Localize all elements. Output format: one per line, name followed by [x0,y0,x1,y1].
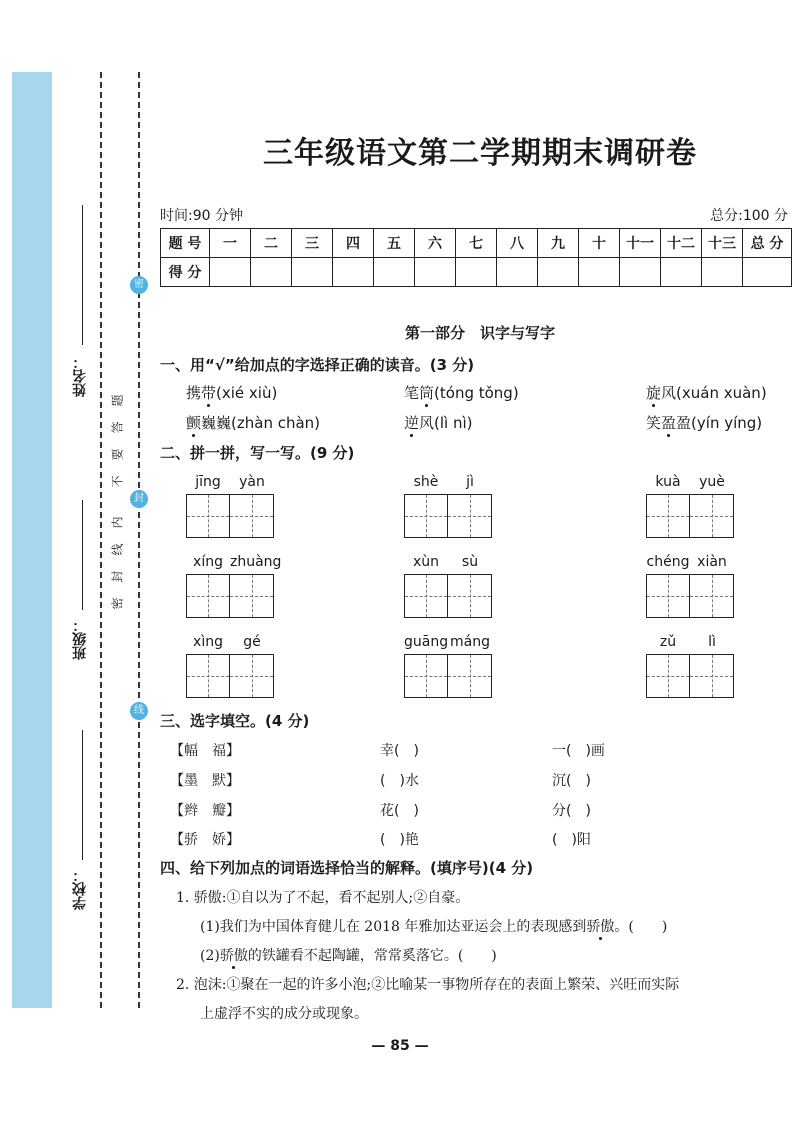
q4-word2-definition: 2. 泡沫:①聚在一起的许多小泡;②比喻某一事物所存在的表面上繁荣、兴旺而实际 [176,977,680,993]
school-label: 学校： [72,868,88,910]
q3-blank[interactable]: ( )阳 [552,832,591,848]
q4-sentence1-text: (1)我们为中国体育健儿在 2018 年雅加达亚运会上的表现感到 [200,919,587,935]
q1-item[interactable] [186,382,277,403]
pinyin-group [646,634,734,698]
score-input-cell[interactable] [251,258,292,287]
score-table-score-row [161,258,792,287]
score-input-cell[interactable] [620,258,661,287]
q3-blank[interactable]: ( )艳 [380,832,419,848]
score-cell: 四 [333,229,374,258]
exam-total-score: 总分:100 分 [710,208,788,224]
score-cell: 十二 [661,229,702,258]
writing-grid-cell[interactable] [186,574,230,618]
q3-heading: 三、选字填空。(4 分) [160,712,310,730]
name-label: 姓名： [72,355,88,397]
dotted-char: 逆 [404,414,420,432]
q3-char-pair: 【幅 福】 [170,743,240,759]
score-cell: 三 [292,229,333,258]
q4-sentence2-num: (2) [200,948,220,964]
pinyin-b: yuè [699,474,725,490]
writing-grid-cell[interactable] [690,654,734,698]
score-input-cell[interactable] [579,258,620,287]
warning-char: 内 [110,516,125,529]
pinyin-a: zǔ [659,634,677,650]
writing-grid-cell[interactable] [448,494,492,538]
warning-char: 封 [110,570,125,583]
q3-char-pair: 【墨 默】 [170,773,240,789]
q4-word2-definition-cont: 上虚浮不实的成分或现象。 [200,1006,368,1022]
score-input-cell[interactable] [210,258,251,287]
dotted-char: 筒 [419,384,435,402]
writing-grid-cell[interactable] [230,494,274,538]
q1-item[interactable] [186,412,320,433]
score-cell: 六 [415,229,456,258]
score-cell: 总 分 [743,229,792,258]
q3-blank[interactable]: 沉( ) [552,773,591,789]
pinyin-group [646,554,734,618]
part1-title: 第一部分 识字与写字 [404,324,555,342]
binding-dashed-line-outer [100,72,102,1008]
q1-item-options: (lì nì) [434,414,473,432]
pinyin-group [186,634,274,698]
pinyin-b: lì [708,634,716,650]
pinyin-a: kuà [655,474,681,490]
pinyin-b: gé [243,634,261,650]
score-cell: 题 号 [161,229,210,258]
pinyin-a: guāng [404,634,449,650]
score-row-label: 得 分 [161,258,210,287]
writing-grid-cell[interactable] [646,654,690,698]
score-table-header-row [161,229,792,258]
dotted-char: 旋 [646,384,662,402]
warning-char: 线 [110,543,125,556]
q1-item-options: (yín yíng) [691,414,763,432]
q4-sentence1-answer: 。( ) [614,919,668,935]
q1-item-pre: 笔 [404,384,420,402]
school-underline [82,730,83,860]
pinyin-b: sù [461,554,479,570]
q1-item[interactable] [404,412,473,433]
q1-item-options: (xié xiù) [216,384,278,402]
warning-char: 题 [110,394,125,407]
writing-grid-cell[interactable] [448,654,492,698]
q3-blank[interactable]: 幸( ) [380,743,419,759]
pinyin-b: xiàn [697,554,727,570]
q4-word1-definition: 1. 骄傲:①自以为了不起，看不起别人;②自豪。 [176,890,470,906]
q2-heading: 二、拼一拼，写一写。(9 分) [160,444,355,462]
writing-grid-cell[interactable] [690,574,734,618]
score-cell: 八 [497,229,538,258]
q1-item-pre: 携 [186,384,202,402]
page-title: 三年级语文第二学期期末调研卷 [263,136,697,171]
warning-char: 不 [110,475,125,488]
q1-item-options: (zhàn chàn) [231,414,321,432]
q1-item[interactable] [646,382,767,403]
q4-sentence2-text: 的铁罐看不起陶罐，常常奚落它。( ) [247,948,497,964]
pinyin-group [186,474,274,538]
q3-char-pair: 【骄 娇】 [170,832,240,848]
writing-grid-cell[interactable] [690,494,734,538]
q1-item-post: 风 [419,414,435,432]
score-input-cell[interactable] [497,258,538,287]
seal-circle-mi: 密 [130,276,148,294]
writing-grid-cell[interactable] [186,654,230,698]
writing-grid-cell[interactable] [404,574,448,618]
q1-item[interactable] [404,382,519,403]
pinyin-a: chéng [646,554,690,570]
pinyin-group [404,554,492,618]
warning-char: 密 [110,597,125,610]
writing-grid-cell[interactable] [448,574,492,618]
q3-blank[interactable]: ( )水 [380,773,419,789]
pinyin-group [186,554,282,618]
q3-blank[interactable]: 一( )画 [552,743,605,759]
q1-item-post: 风 [661,384,677,402]
pinyin-group [646,474,734,538]
q4-sentence2[interactable] [200,945,497,965]
writing-grid-cell[interactable] [230,654,274,698]
score-input-cell[interactable] [743,258,792,287]
q3-char-pair: 【辫 瓣】 [170,803,240,819]
exam-time: 时间:90 分钟 [160,208,243,224]
writing-grid-cell[interactable] [230,574,274,618]
warning-char: 要 [110,448,125,461]
q1-heading: 一、用“√”给加点的字选择正确的读音。(3 分) [160,356,475,374]
warning-char: 答 [110,421,125,434]
pinyin-a: xìng [193,634,223,650]
score-cell: 九 [538,229,579,258]
q3-blank[interactable]: 花( ) [380,803,419,819]
page-number: — 85 — [371,1038,429,1054]
pinyin-group [404,634,492,698]
score-input-cell[interactable] [415,258,456,287]
score-input-cell[interactable] [538,258,579,287]
pinyin-b: zhuàng [230,554,282,570]
score-input-cell[interactable] [456,258,497,287]
pinyin-a: xùn [412,554,440,570]
dotted-char: 颤 [186,414,202,432]
name-underline [82,205,83,345]
pinyin-a: jīng [195,474,221,490]
score-cell: 一 [210,229,251,258]
pinyin-b: jì [466,474,474,490]
seal-circle-feng: 封 [130,490,148,508]
pinyin-a: xíng [193,554,223,570]
score-cell: 十 [579,229,620,258]
dotted-word: 骄傲 [586,919,615,935]
binding-dashed-line-inner [138,72,140,1008]
class-label: 班级： [72,618,88,660]
score-table [160,228,792,287]
score-input-cell[interactable] [333,258,374,287]
pinyin-b: máng [450,634,490,650]
writing-grid-cell[interactable] [646,574,690,618]
q1-item-post: 盈 [676,414,692,432]
score-input-cell[interactable] [292,258,333,287]
dotted-word: 骄傲 [219,948,248,964]
score-input-cell[interactable] [702,258,743,287]
q1-item-options: (tóng tǒng) [434,384,519,402]
dotted-char: 带 [201,384,217,402]
pinyin-b: yàn [239,474,265,490]
q1-item-pre: 笑 [646,414,662,432]
q4-sentence1[interactable] [200,916,667,936]
q1-item[interactable] [646,412,762,433]
q1-item-post: 巍巍 [201,414,232,432]
class-underline [82,500,83,610]
score-input-cell[interactable] [374,258,415,287]
binding-strip [12,72,52,1008]
writing-grid-cell[interactable] [404,494,448,538]
score-cell: 七 [456,229,497,258]
writing-grid-cell[interactable] [404,654,448,698]
pinyin-a: shè [413,474,439,490]
dotted-char: 盈 [661,414,677,432]
score-cell: 五 [374,229,415,258]
score-cell: 十一 [620,229,661,258]
score-cell: 十三 [702,229,743,258]
writing-grid-cell[interactable] [646,494,690,538]
pinyin-group [404,474,492,538]
writing-grid-cell[interactable] [186,494,230,538]
q4-heading: 四、给下列加点的词语选择恰当的解释。(填序号)(4 分) [160,859,534,877]
q3-blank[interactable]: 分( ) [552,803,591,819]
score-cell: 二 [251,229,292,258]
seal-circle-xian: 线 [130,702,148,720]
q1-item-options: (xuán xuàn) [676,384,767,402]
score-input-cell[interactable] [661,258,702,287]
